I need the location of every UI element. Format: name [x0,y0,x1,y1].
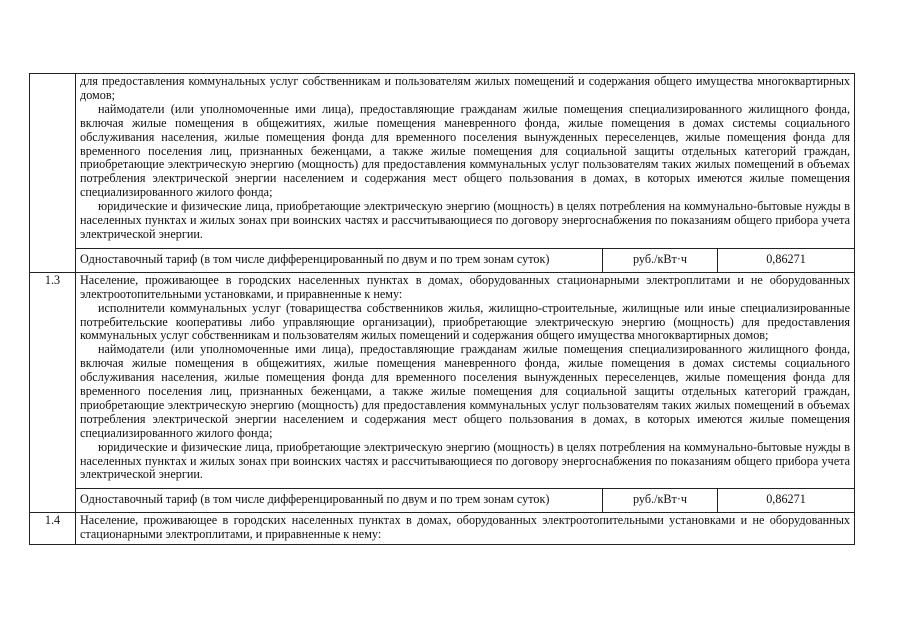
description-paragraph: юридические и физические лица, приобретающие электрическую энергию (мощность) в целях потребления на коммунально-бытовые нужды в населенных пунктах и жилых зонах при воинских частях и рассчитывающиеся по договору энергоснабжения по показаниям общего прибора учета электрической энергии. [80,199,851,241]
consumer-description-cell [76,74,855,249]
tariff-label: Одноставочный тариф (в том числе дифференцированный по двум и по трем зонам суток) [76,489,603,513]
tariff-value: 0,86271 [718,489,855,513]
tariff-unit: руб./кВт·ч [603,248,718,272]
tariff-row [30,489,855,513]
description-paragraph: для предоставления коммунальных услуг собственникам и пользователям жилых помещений и содержания общего имущества многоквартирных домов; [80,74,851,102]
table-row-1-3 [30,272,855,489]
description-paragraph: Население, проживающее в городских населенных пунктах в домах, оборудованных электроотопительными установками и не оборудованных стационарными электроплитами, и приравненные к нему: [80,513,851,542]
description-paragraph: юридические и физические лица, приобретающие электрическую энергию (мощность) в целях потребления на коммунально-бытовые нужды в населенных пунктах и жилых зонах при воинских частях и рассчитывающиеся по договору энергоснабжения по показаниям общего прибора учета электрической энергии. [80,439,851,482]
row-number-cell: 1.3 [30,272,76,513]
tariff-row [30,248,855,272]
description-paragraph: наймодатели (или уполномоченные ими лица), предоставляющие гражданам жилые помещения специализированного жилищного фонда, включая жилые помещения в общежитиях, жилые помещения маневренного фонда, жилые помещения в домах системы социального обслуживания населения, жилые помещения фонда для временного поселения вынужденных переселенцев, жилые помещения фонда для временного поселения лиц, признанных беженцами, а также жилые помещения для социальной защиты отдельных категорий граждан, приобретающие электрическую энергию (мощность) для предоставления коммунальных услуг пользователям таких жилых помещений в объемах потребления электрической энергии населением и содержания мест общего пользования в домах, в которых имеются жилые помещения специализированного жилого фонда; [80,101,851,200]
tariff-label: Одноставочный тариф (в том числе дифференцированный по двум и по трем зонам суток) [76,248,603,272]
tariff-unit: руб./кВт·ч [603,489,718,513]
tariff-table [29,73,855,545]
description-paragraph: исполнители коммунальных услуг (товарищества собственников жилья, жилищно-строительные, жилищные или иные специализированные потребительские кооперативы либо управляющие организации), приобретающие электрическую энергию (мощность) для предоставления коммунальных услуг собственникам и пользователям жилых помещений и содержания общего имущества многоквартирных домов; [80,300,851,343]
row-number-cell: 1.4 [30,513,76,545]
description-paragraph: Население, проживающее в городских населенных пунктах в домах, оборудованных стационарными электроплитами и не оборудованных электроотопительными установками, и приравненные к нему: [80,272,851,301]
description-paragraph: наймодатели (или уполномоченные ими лица), предоставляющие гражданам жилые помещения специализированного жилищного фонда, включая жилые помещения в общежитиях, жилые помещения маневренного фонда, жилые помещения в домах системы социального обслуживания населения, жилые помещения фонда для временного поселения вынужденных переселенцев, жилые помещения фонда для временного поселения лиц, признанных беженцами, а также жилые помещения для социальной защиты отдельных категорий граждан, приобретающие электрическую энергию (мощность) для предоставления коммунальных услуг пользователям таких жилых помещений в объемах потребления электрической энергии населением и содержания мест общего пользования в домах, в которых имеются жилые помещения специализированного жилого фонда; [80,342,851,440]
table-row-1-4 [30,513,855,545]
row-number-cell [30,74,76,273]
consumer-description-cell [76,513,855,545]
consumer-description-cell [76,272,855,489]
tariff-value: 0,86271 [718,248,855,272]
table-row-continuation [30,74,855,249]
